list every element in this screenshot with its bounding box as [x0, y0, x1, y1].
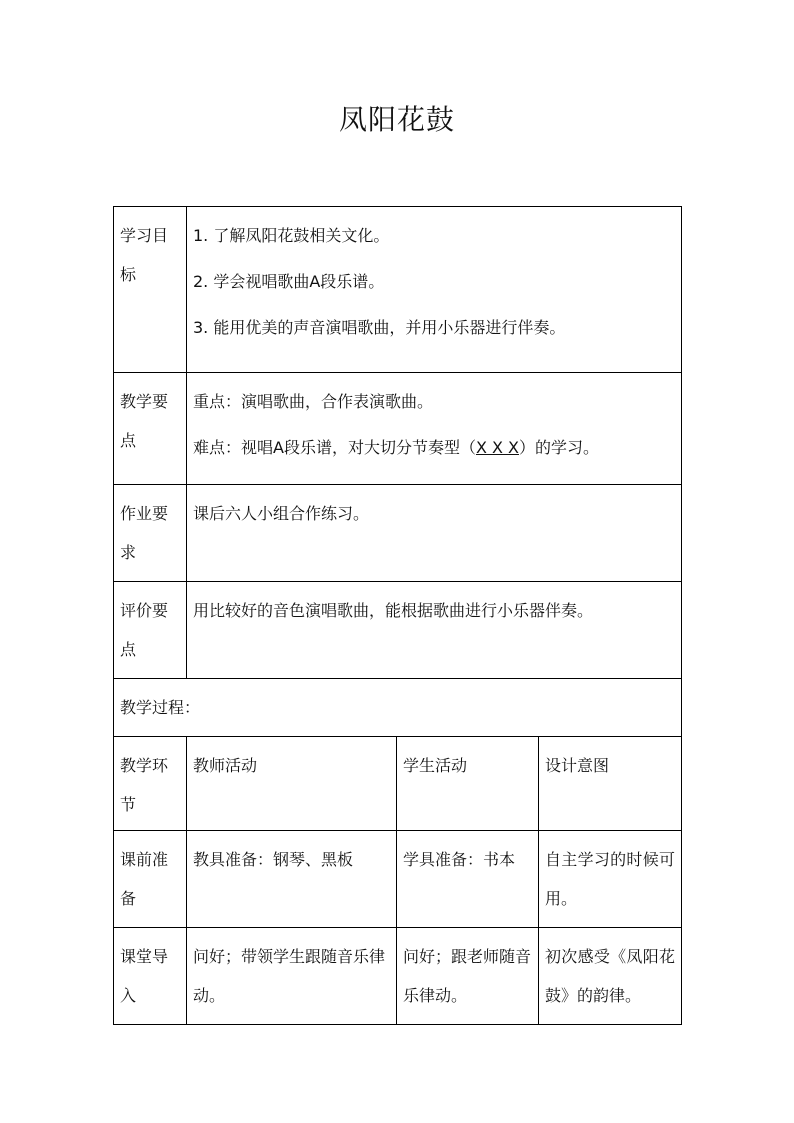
column-header-row [114, 737, 682, 831]
key-focus: 重点：演唱歌曲，合作表演歌曲。 [193, 392, 434, 411]
design-intent-cell: 初次感受《凤阳花鼓》的韵律。 [539, 928, 682, 1025]
student-activity-cell: 学具准备：书本 [397, 831, 539, 928]
homework-row [114, 485, 682, 582]
column-header-stage: 教学环节 [114, 737, 187, 831]
learning-goals-label: 学习目标 [114, 207, 187, 373]
teacher-activity-cell: 问好；带领学生跟随音乐律动。 [187, 928, 397, 1025]
key-points-content [187, 373, 682, 485]
key-points-row [114, 373, 682, 485]
lesson-plan-table [113, 206, 682, 1025]
homework-label: 作业要求 [114, 485, 187, 582]
goal-item: 2. 学会视唱歌曲A段乐谱。 [193, 272, 385, 291]
teaching-process-row [114, 679, 682, 737]
stage-cell: 课堂导入 [114, 928, 187, 1025]
column-header-intent: 设计意图 [539, 737, 682, 831]
student-activity-cell: 问好；跟老师随音乐律动。 [397, 928, 539, 1025]
page-title: 凤阳花鼓 [338, 103, 455, 136]
stage-cell: 课前准备 [114, 831, 187, 928]
homework-content: 课后六人小组合作练习。 [187, 485, 682, 582]
evaluation-content: 用比较好的音色演唱歌曲，能根据歌曲进行小乐器伴奏。 [187, 582, 682, 679]
key-difficulty [193, 428, 675, 467]
table-row [114, 831, 682, 928]
column-header-teacher: 教师活动 [187, 737, 397, 831]
evaluation-label: 评价要点 [114, 582, 187, 679]
difficulty-prefix: 难点：视唱A段乐谱，对大切分节奏型（ [193, 438, 476, 457]
learning-goals-row [114, 207, 682, 373]
design-intent-cell: 自主学习的时候可用。 [539, 831, 682, 928]
evaluation-row [114, 582, 682, 679]
goal-item: 3. 能用优美的声音演唱歌曲，并用小乐器进行伴奏。 [193, 318, 566, 337]
learning-goals-content [187, 207, 682, 373]
teaching-process-label: 教学过程： [114, 679, 682, 737]
key-points-label: 教学要点 [114, 373, 187, 485]
teacher-activity-cell: 教具准备：钢琴、黑板 [187, 831, 397, 928]
column-header-student: 学生活动 [397, 737, 539, 831]
difficulty-suffix: ）的学习。 [519, 438, 600, 457]
goal-item: 1. 了解凤阳花鼓相关文化。 [193, 226, 390, 245]
table-row [114, 928, 682, 1025]
rhythm-pattern: X X X [475, 438, 520, 457]
